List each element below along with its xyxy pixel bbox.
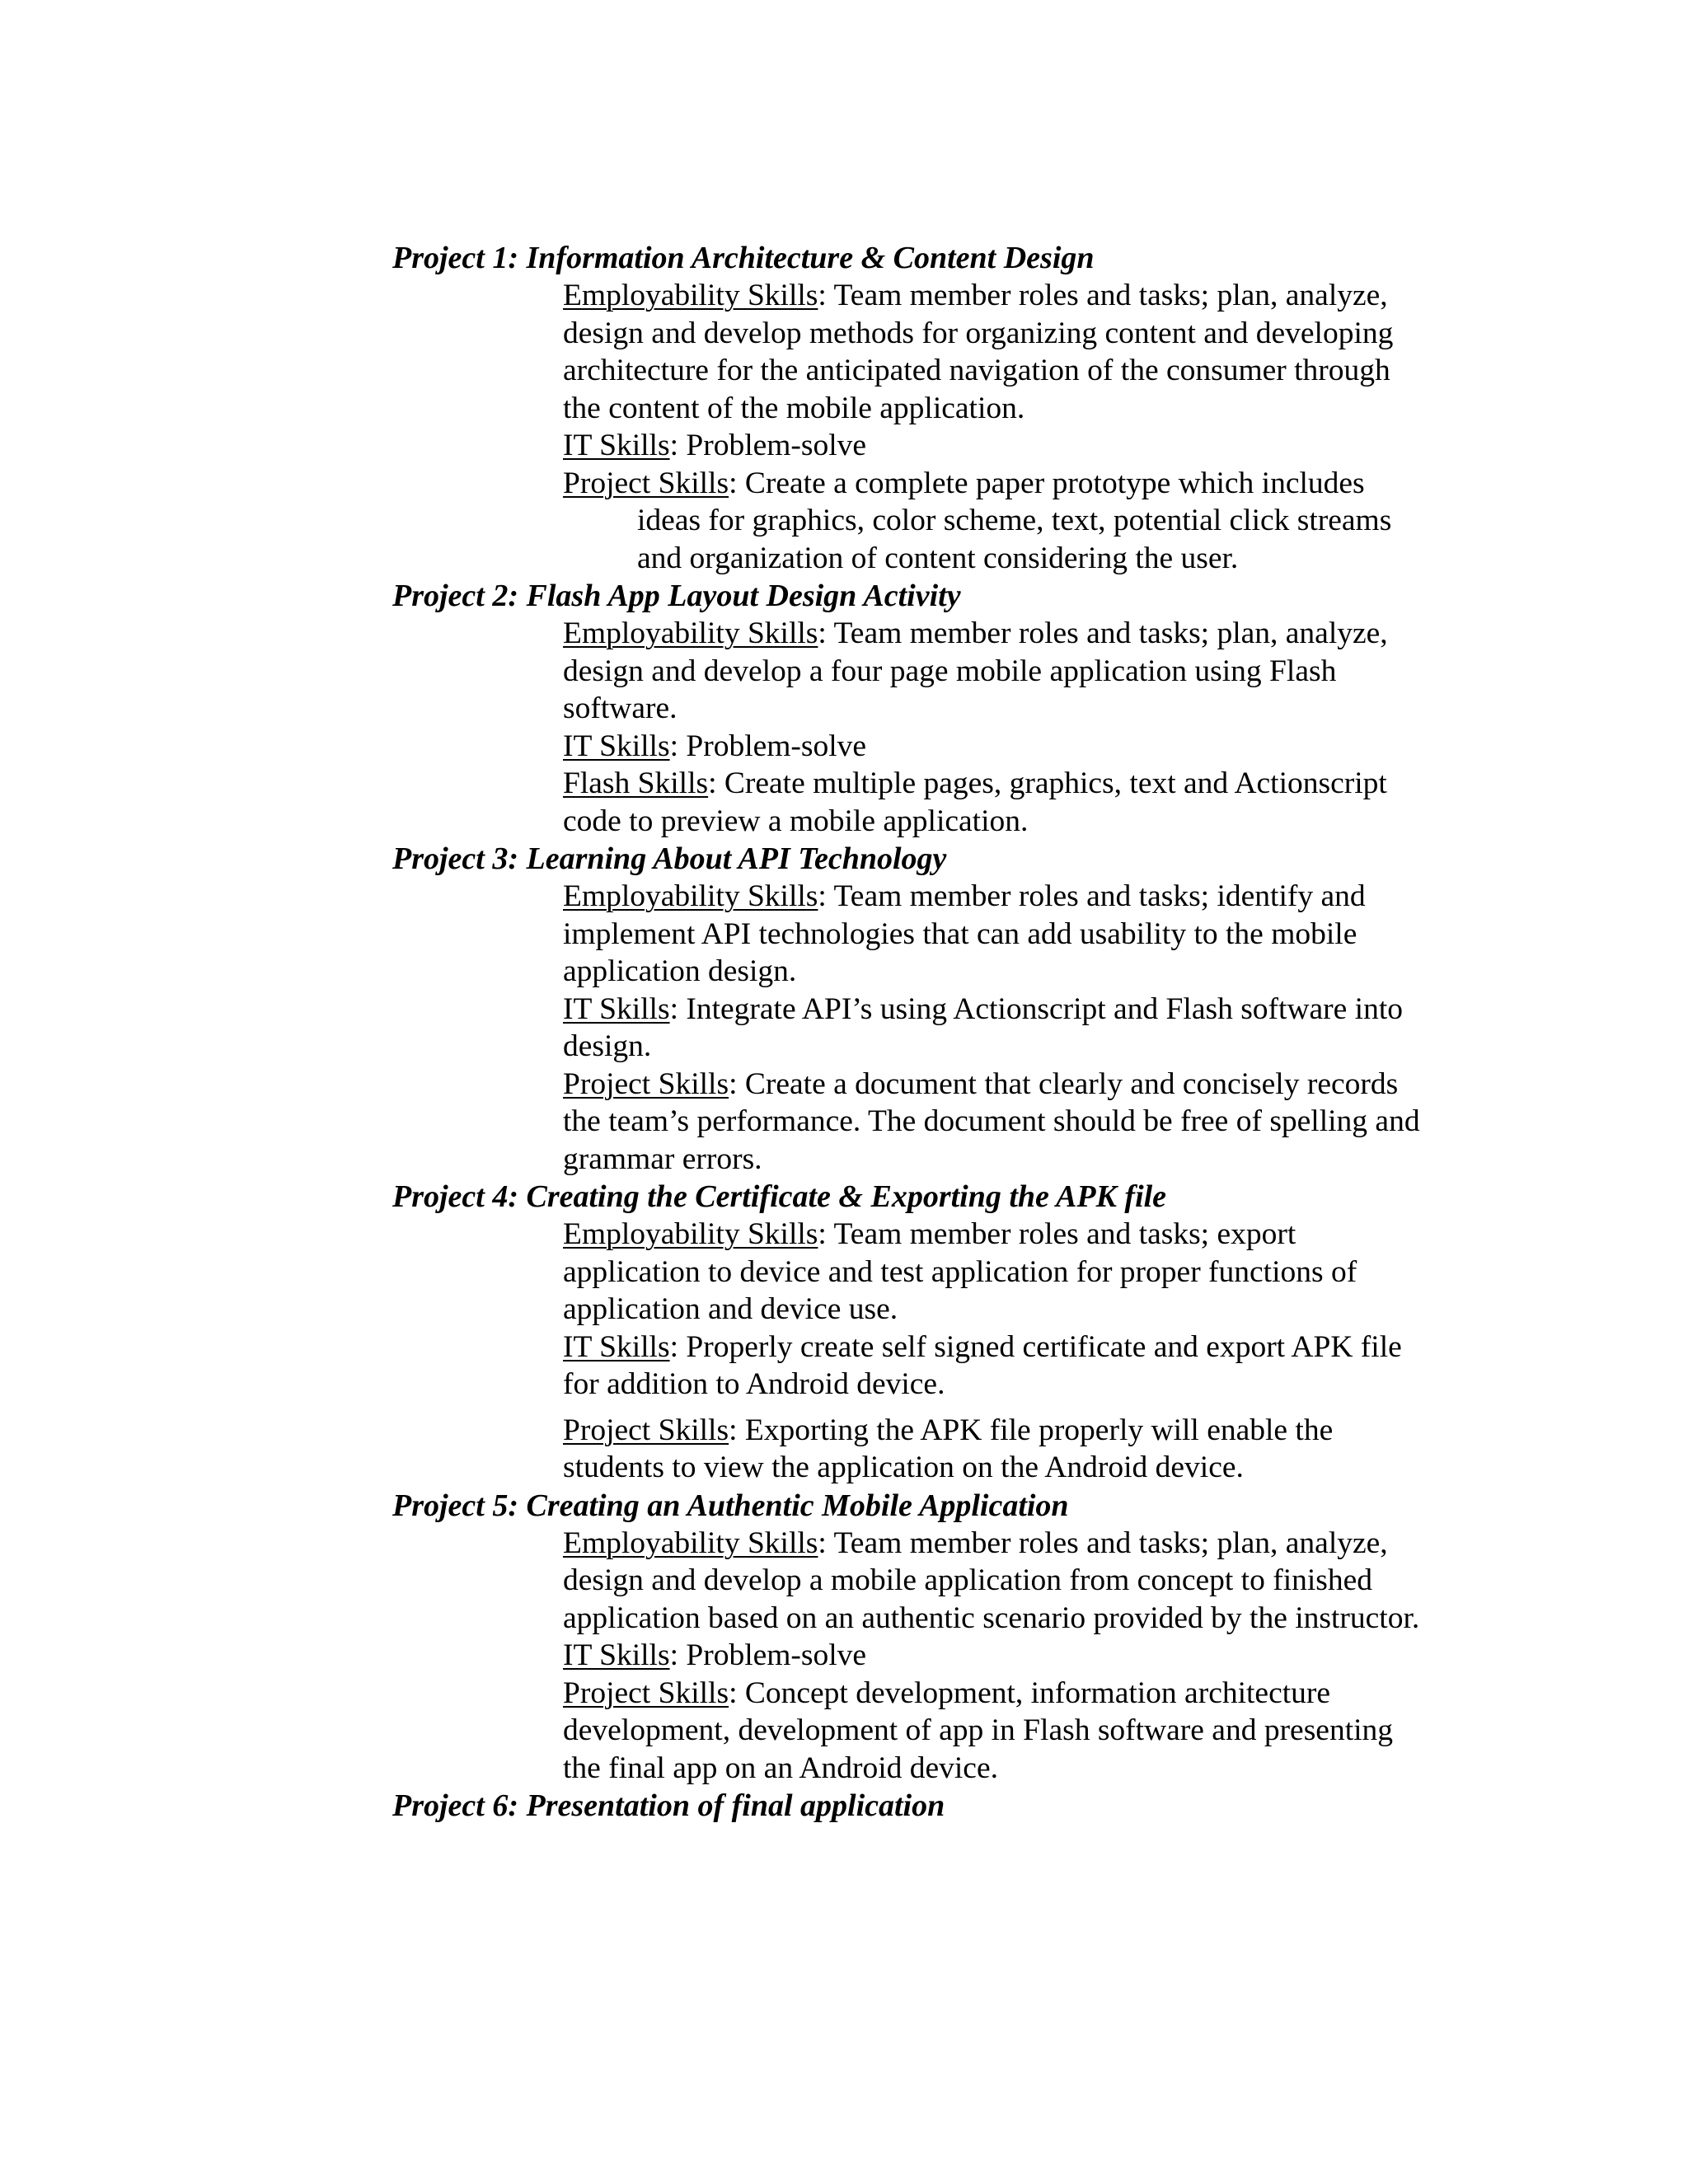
skill-label: Employability Skills: [563, 1217, 818, 1251]
skill-text: : Exporting the APK file properly will enable the students to view the application on the Android device.: [563, 1413, 1334, 1484]
project-title: Project 6: Presentation of final application: [392, 1788, 945, 1823]
project-skills: [563, 615, 1428, 840]
it-skills: [563, 427, 1428, 465]
employability-skills: [563, 615, 1428, 728]
employability-skills: [563, 878, 1428, 991]
project-2: [392, 577, 1480, 840]
it-skills: [563, 991, 1428, 1066]
skill-text: : Concept development, information architecture development, development of app in Flash software and presenting the final app on an Android device.: [563, 1675, 1394, 1785]
employability-skills: [563, 1525, 1428, 1638]
skill-text: : Properly create self signed certificate and export APK file for addition to Android device.: [563, 1329, 1402, 1401]
project-4: [392, 1178, 1480, 1487]
skill-label: Flash Skills: [563, 766, 709, 800]
skill-label: Employability Skills: [563, 1526, 818, 1560]
flash-skills: [563, 765, 1428, 840]
project-skills-item: [563, 1066, 1428, 1179]
project-skills-item: [563, 1412, 1428, 1487]
skill-text: : Create a complete paper prototype which includes ideas for graphics, color scheme, text, potential click streams and organization of content considering the user.: [637, 466, 1392, 575]
project-title: Project 1: Information Architecture & Content Design: [392, 241, 1095, 275]
project-skills: [563, 878, 1428, 1178]
skill-text: : Team member roles and tasks; identify and implement API technologies that can add usability to the mobile application design.: [563, 879, 1366, 988]
skill-text: : Create a document that clearly and concisely records the team’s performance. The document should be free of spelling and grammar errors.: [563, 1066, 1420, 1176]
skill-label: Project Skills: [563, 1675, 729, 1710]
skill-label: IT Skills: [563, 429, 670, 462]
skill-label: Employability Skills: [563, 616, 818, 650]
project-skills-item: [563, 1675, 1428, 1788]
skill-text: : Team member roles and tasks; export application to device and test application for proper functions of application and device use.: [563, 1217, 1357, 1326]
project-3: [392, 840, 1480, 1178]
it-skills: [563, 1329, 1428, 1404]
project-title: Project 2: Flash App Layout Design Activity: [392, 579, 961, 613]
skill-text: : Problem-solve: [669, 429, 867, 462]
skill-label: Employability Skills: [563, 279, 818, 312]
skill-text: : Team member roles and tasks; plan, analyze, design and develop methods for organizing content and developing architecture for the anticipated navigation of the consumer through the content of the mobile application.: [563, 279, 1394, 425]
project-title: Project 5: Creating an Authentic Mobile Application: [392, 1488, 1069, 1523]
skill-text: : Team member roles and tasks; plan, analyze, design and develop a four page mobile application using Flash software.: [563, 616, 1388, 725]
skill-label: IT Skills: [563, 729, 670, 763]
skill-label: Project Skills: [563, 466, 729, 500]
project-title: Project 3: Learning About API Technology: [392, 841, 947, 876]
skill-label: IT Skills: [563, 1329, 670, 1364]
skill-text: : Problem-solve: [669, 1638, 867, 1672]
skill-label: Project Skills: [563, 1066, 729, 1101]
employability-skills: [563, 1216, 1428, 1329]
skill-text: : Create multiple pages, graphics, text and Actionscript code to preview a mobile application.: [563, 766, 1387, 838]
project-6: [392, 1787, 1480, 1825]
project-skills-item: [563, 465, 1428, 578]
project-title: Project 4: Creating the Certificate & Exporting the APK file: [392, 1179, 1167, 1214]
project-list: [392, 239, 1480, 1825]
skill-text: : Integrate API’s using Actionscript and Flash software into design.: [563, 991, 1404, 1063]
skill-label: IT Skills: [563, 991, 670, 1026]
project-skills: [563, 1525, 1428, 1788]
project-1: [392, 239, 1480, 577]
it-skills: [563, 728, 1428, 766]
employability-skills: [563, 277, 1428, 427]
skill-label: IT Skills: [563, 1638, 670, 1672]
skill-text: : Problem-solve: [669, 729, 867, 763]
project-skills: [563, 277, 1428, 577]
project-5: [392, 1487, 1480, 1788]
it-skills: [563, 1637, 1428, 1675]
skill-label: Project Skills: [563, 1413, 729, 1447]
skill-text: : Team member roles and tasks; plan, analyze, design and develop a mobile application from concept to finished application based on an authentic scenario provided by the instructor.: [563, 1526, 1420, 1635]
skill-label: Employability Skills: [563, 879, 818, 913]
project-skills: [563, 1216, 1428, 1487]
